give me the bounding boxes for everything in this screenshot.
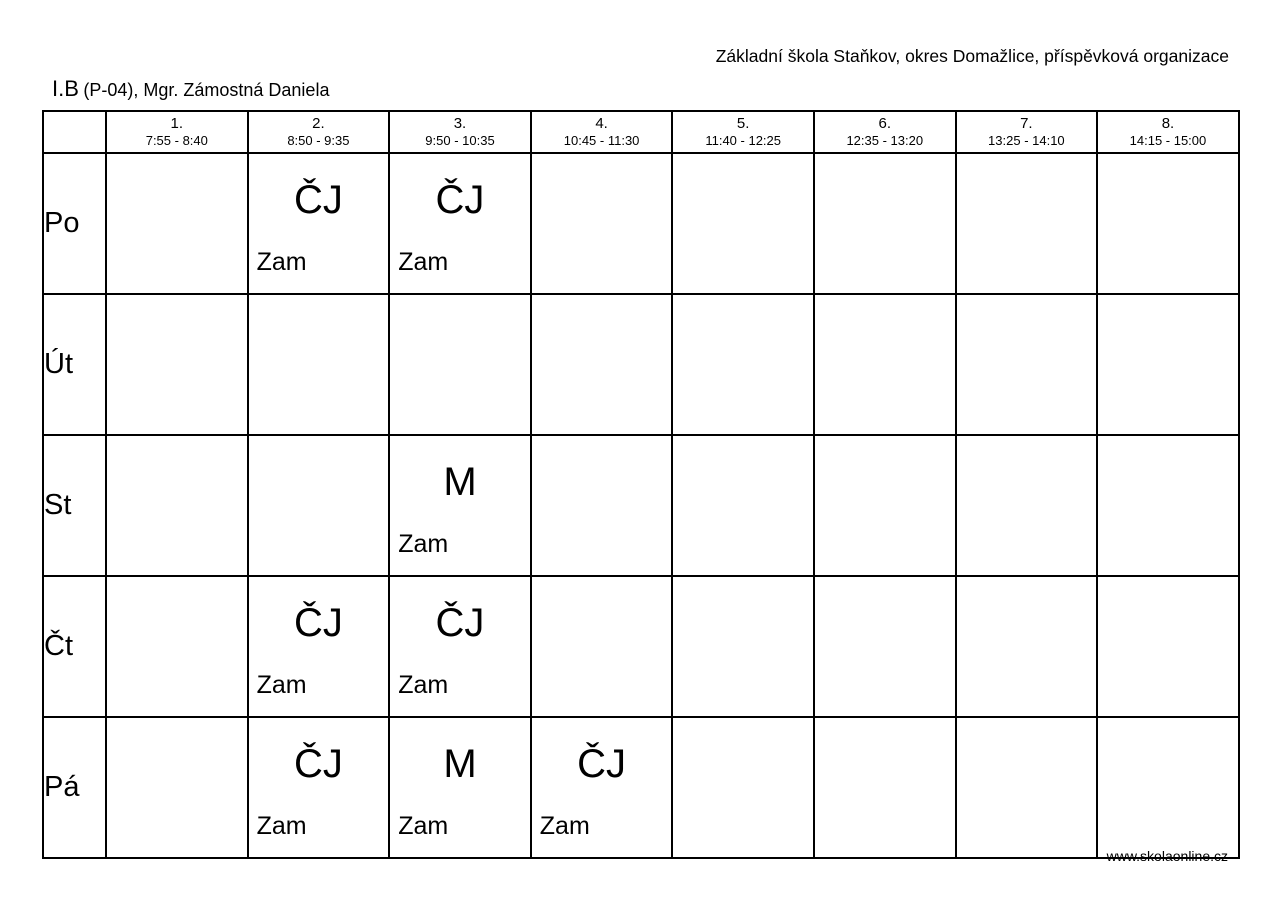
lesson-st-3	[389, 435, 531, 576]
hour-number: 2.	[312, 114, 325, 132]
lesson-subject: ČJ	[293, 601, 343, 645]
lesson-ut-5	[672, 294, 814, 435]
lesson-po-2	[248, 153, 390, 294]
table-row	[43, 153, 1239, 294]
table-row	[43, 435, 1239, 576]
page-title	[52, 76, 329, 102]
lesson-ct-1	[106, 576, 248, 717]
lesson-ct-4	[531, 576, 673, 717]
lesson-ut-8	[1097, 294, 1239, 435]
hour-header-5	[672, 111, 814, 153]
hour-header-1	[106, 111, 248, 153]
hour-number: 7.	[1020, 114, 1033, 132]
corner-cell	[43, 111, 106, 153]
hour-header-6	[814, 111, 956, 153]
lesson-st-2	[248, 435, 390, 576]
lesson-ut-7	[956, 294, 1098, 435]
lesson-ct-6	[814, 576, 956, 717]
hour-header-row	[43, 111, 1239, 153]
day-label-pa: Pá	[43, 717, 106, 858]
lesson-teacher: Zam	[256, 248, 307, 276]
timetable-head	[43, 111, 1239, 153]
hour-time: 10:45 - 11:30	[563, 133, 640, 149]
lesson-subject: M	[443, 742, 477, 786]
table-row	[43, 576, 1239, 717]
day-label-ct: Čt	[43, 576, 106, 717]
hour-time: 11:40 - 12:25	[705, 133, 781, 149]
class-name: I.B	[52, 76, 79, 101]
lesson-pa-7	[956, 717, 1098, 858]
lesson-pa-1	[106, 717, 248, 858]
day-label-ut: Út	[43, 294, 106, 435]
lesson-subject: M	[443, 460, 477, 504]
lesson-ct-3	[389, 576, 531, 717]
lesson-teacher: Zam	[398, 530, 449, 558]
lesson-st-7	[956, 435, 1098, 576]
lesson-pa-6	[814, 717, 956, 858]
hour-number: 8.	[1161, 114, 1175, 132]
lesson-pa-4	[531, 717, 673, 858]
lesson-subject: ČJ	[435, 178, 485, 222]
lesson-ut-6	[814, 294, 956, 435]
class-detail: (P-04), Mgr. Zámostná Daniela	[83, 80, 330, 100]
lesson-po-1	[106, 153, 248, 294]
hour-time: 12:35 - 13:20	[846, 133, 924, 149]
hour-number: 3.	[453, 114, 467, 132]
lesson-subject: ČJ	[293, 178, 343, 222]
lesson-st-6	[814, 435, 956, 576]
hour-time: 13:25 - 14:10	[988, 133, 1065, 149]
hour-number: 6.	[878, 114, 892, 132]
hour-time: 8:50 - 9:35	[287, 133, 350, 149]
lesson-ut-4	[531, 294, 673, 435]
hour-header-7	[956, 111, 1098, 153]
lesson-st-4	[531, 435, 673, 576]
lesson-teacher: Zam	[256, 671, 307, 699]
table-row	[43, 717, 1239, 858]
lesson-subject: ČJ	[435, 601, 485, 645]
day-label-po: Po	[43, 153, 106, 294]
lesson-subject: ČJ	[577, 742, 627, 786]
lesson-pa-5	[672, 717, 814, 858]
lesson-st-5	[672, 435, 814, 576]
lesson-teacher: Zam	[398, 812, 449, 840]
lesson-po-7	[956, 153, 1098, 294]
source-url: www.skolaonline.cz	[1106, 848, 1228, 864]
lesson-teacher: Zam	[398, 671, 449, 699]
lesson-teacher: Zam	[539, 812, 590, 840]
lesson-subject: ČJ	[293, 742, 343, 786]
lesson-ct-5	[672, 576, 814, 717]
lesson-po-8	[1097, 153, 1239, 294]
lesson-pa-8	[1097, 717, 1239, 858]
hour-time: 7:55 - 8:40	[145, 133, 208, 149]
lesson-po-3	[389, 153, 531, 294]
lesson-ct-7	[956, 576, 1098, 717]
hour-header-3	[389, 111, 531, 153]
lesson-po-4	[531, 153, 673, 294]
school-name: Základní škola Staňkov, okres Domažlice, příspěvková organizace	[715, 46, 1229, 66]
lesson-pa-3	[389, 717, 531, 858]
lesson-ut-3	[389, 294, 531, 435]
lesson-pa-2	[248, 717, 390, 858]
lesson-ut-2	[248, 294, 390, 435]
lesson-po-6	[814, 153, 956, 294]
hour-header-2	[248, 111, 390, 153]
hour-header-4	[531, 111, 673, 153]
table-row	[43, 294, 1239, 435]
day-label-st: St	[43, 435, 106, 576]
lesson-teacher: Zam	[256, 812, 307, 840]
hour-number: 5.	[736, 114, 750, 132]
hour-number: 1.	[170, 114, 184, 132]
timetable	[42, 110, 1240, 859]
lesson-ct-2	[248, 576, 390, 717]
hour-time: 14:15 - 15:00	[1129, 133, 1207, 149]
lesson-ut-1	[106, 294, 248, 435]
lesson-st-1	[106, 435, 248, 576]
hour-header-8	[1097, 111, 1239, 153]
timetable-body	[43, 153, 1239, 858]
lesson-ct-8	[1097, 576, 1239, 717]
lesson-st-8	[1097, 435, 1239, 576]
lesson-teacher: Zam	[398, 248, 449, 276]
hour-time: 9:50 - 10:35	[425, 133, 495, 149]
hour-number: 4.	[595, 114, 608, 132]
lesson-po-5	[672, 153, 814, 294]
